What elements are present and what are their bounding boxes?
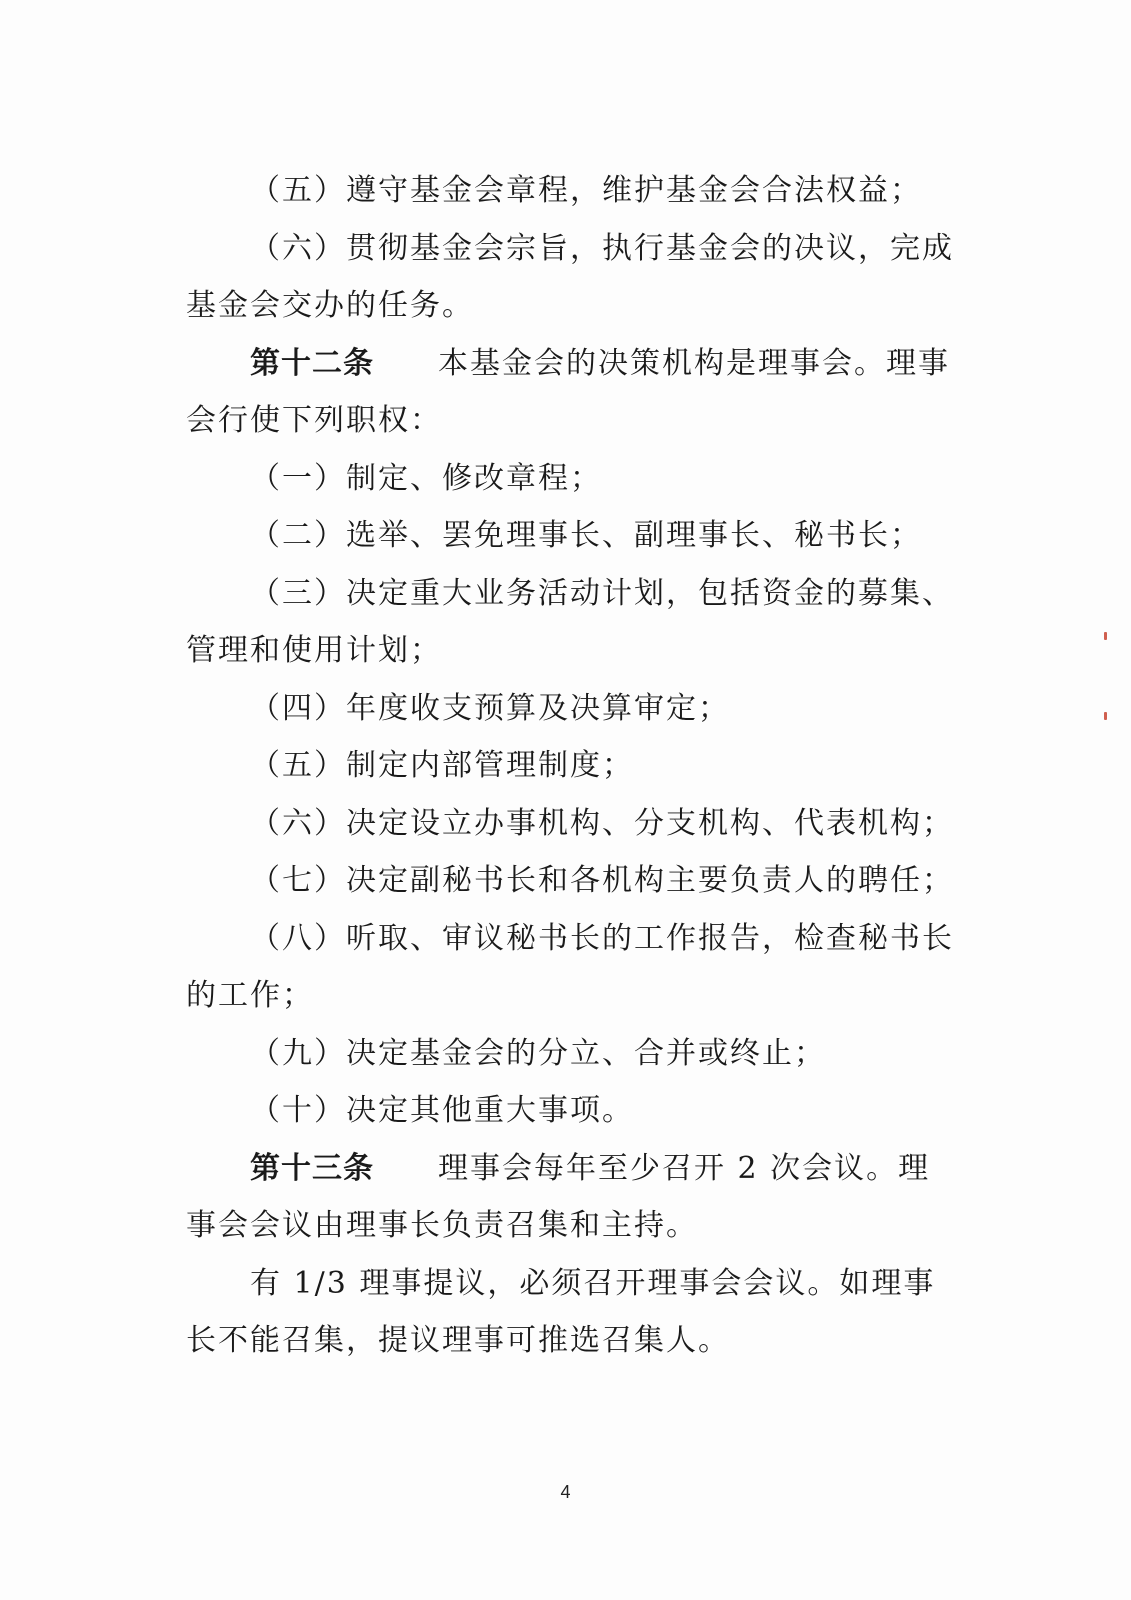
paragraph xyxy=(186,910,956,1025)
paragraph xyxy=(186,1255,956,1370)
paragraph xyxy=(186,162,956,220)
document-body xyxy=(186,162,956,1370)
paragraph xyxy=(186,507,956,565)
paragraph xyxy=(186,795,956,853)
scan-mark xyxy=(1104,712,1107,720)
paragraph xyxy=(186,220,956,335)
paragraph-text: （六）贯彻基金会宗旨，执行基金会的决议，完成基金会交办的任务。 xyxy=(186,230,954,323)
paragraph-text: （五）制定内部管理制度； xyxy=(250,748,634,783)
paragraph-text: 本基金会的决策机构是理事会。理事会行使下列职权： xyxy=(186,345,950,438)
paragraph xyxy=(186,1025,956,1083)
paragraph-text: （三）决定重大业务活动计划，包括资金的募集、管理和使用计划； xyxy=(186,575,954,668)
article-paragraph xyxy=(186,335,956,450)
scan-mark xyxy=(1104,632,1107,640)
paragraph xyxy=(186,1082,956,1140)
paragraph-text: （四）年度收支预算及决算审定； xyxy=(250,690,730,726)
paragraph xyxy=(186,565,956,680)
paragraph-text: 理事会每年至少召开 2 次会议。理事会会议由理事长负责召集和主持。 xyxy=(186,1150,931,1243)
paragraph-text: （八）听取、审议秘书长的工作报告，检查秘书长的工作； xyxy=(186,920,954,1013)
paragraph xyxy=(186,450,956,508)
paragraph-text: （九）决定基金会的分立、合并或终止； xyxy=(250,1035,826,1071)
paragraph-text: 有 1/3 理事提议，必须召开理事会会议。如理事长不能召集，提议理事可推选召集人。 xyxy=(186,1265,936,1358)
article-paragraph xyxy=(186,1140,956,1255)
paragraph-text: （二）选举、罢免理事长、副理事长、秘书长； xyxy=(250,518,922,553)
paragraph-text: （六）决定设立办事机构、分支机构、代表机构； xyxy=(250,805,954,841)
paragraph-text: （十）决定其他重大事项。 xyxy=(250,1093,634,1128)
article-heading: 第十三条 xyxy=(250,1150,374,1186)
paragraph xyxy=(186,680,956,738)
paragraph-text: （一）制定、修改章程； xyxy=(250,460,602,496)
page-number: 4 xyxy=(560,1482,571,1502)
paragraph xyxy=(186,852,956,910)
article-heading: 第十二条 xyxy=(250,345,374,381)
paragraph xyxy=(186,737,956,795)
paragraph-text: （七）决定副秘书长和各机构主要负责人的聘任； xyxy=(250,863,954,898)
paragraph-text: （五）遵守基金会章程，维护基金会合法权益； xyxy=(250,173,922,208)
